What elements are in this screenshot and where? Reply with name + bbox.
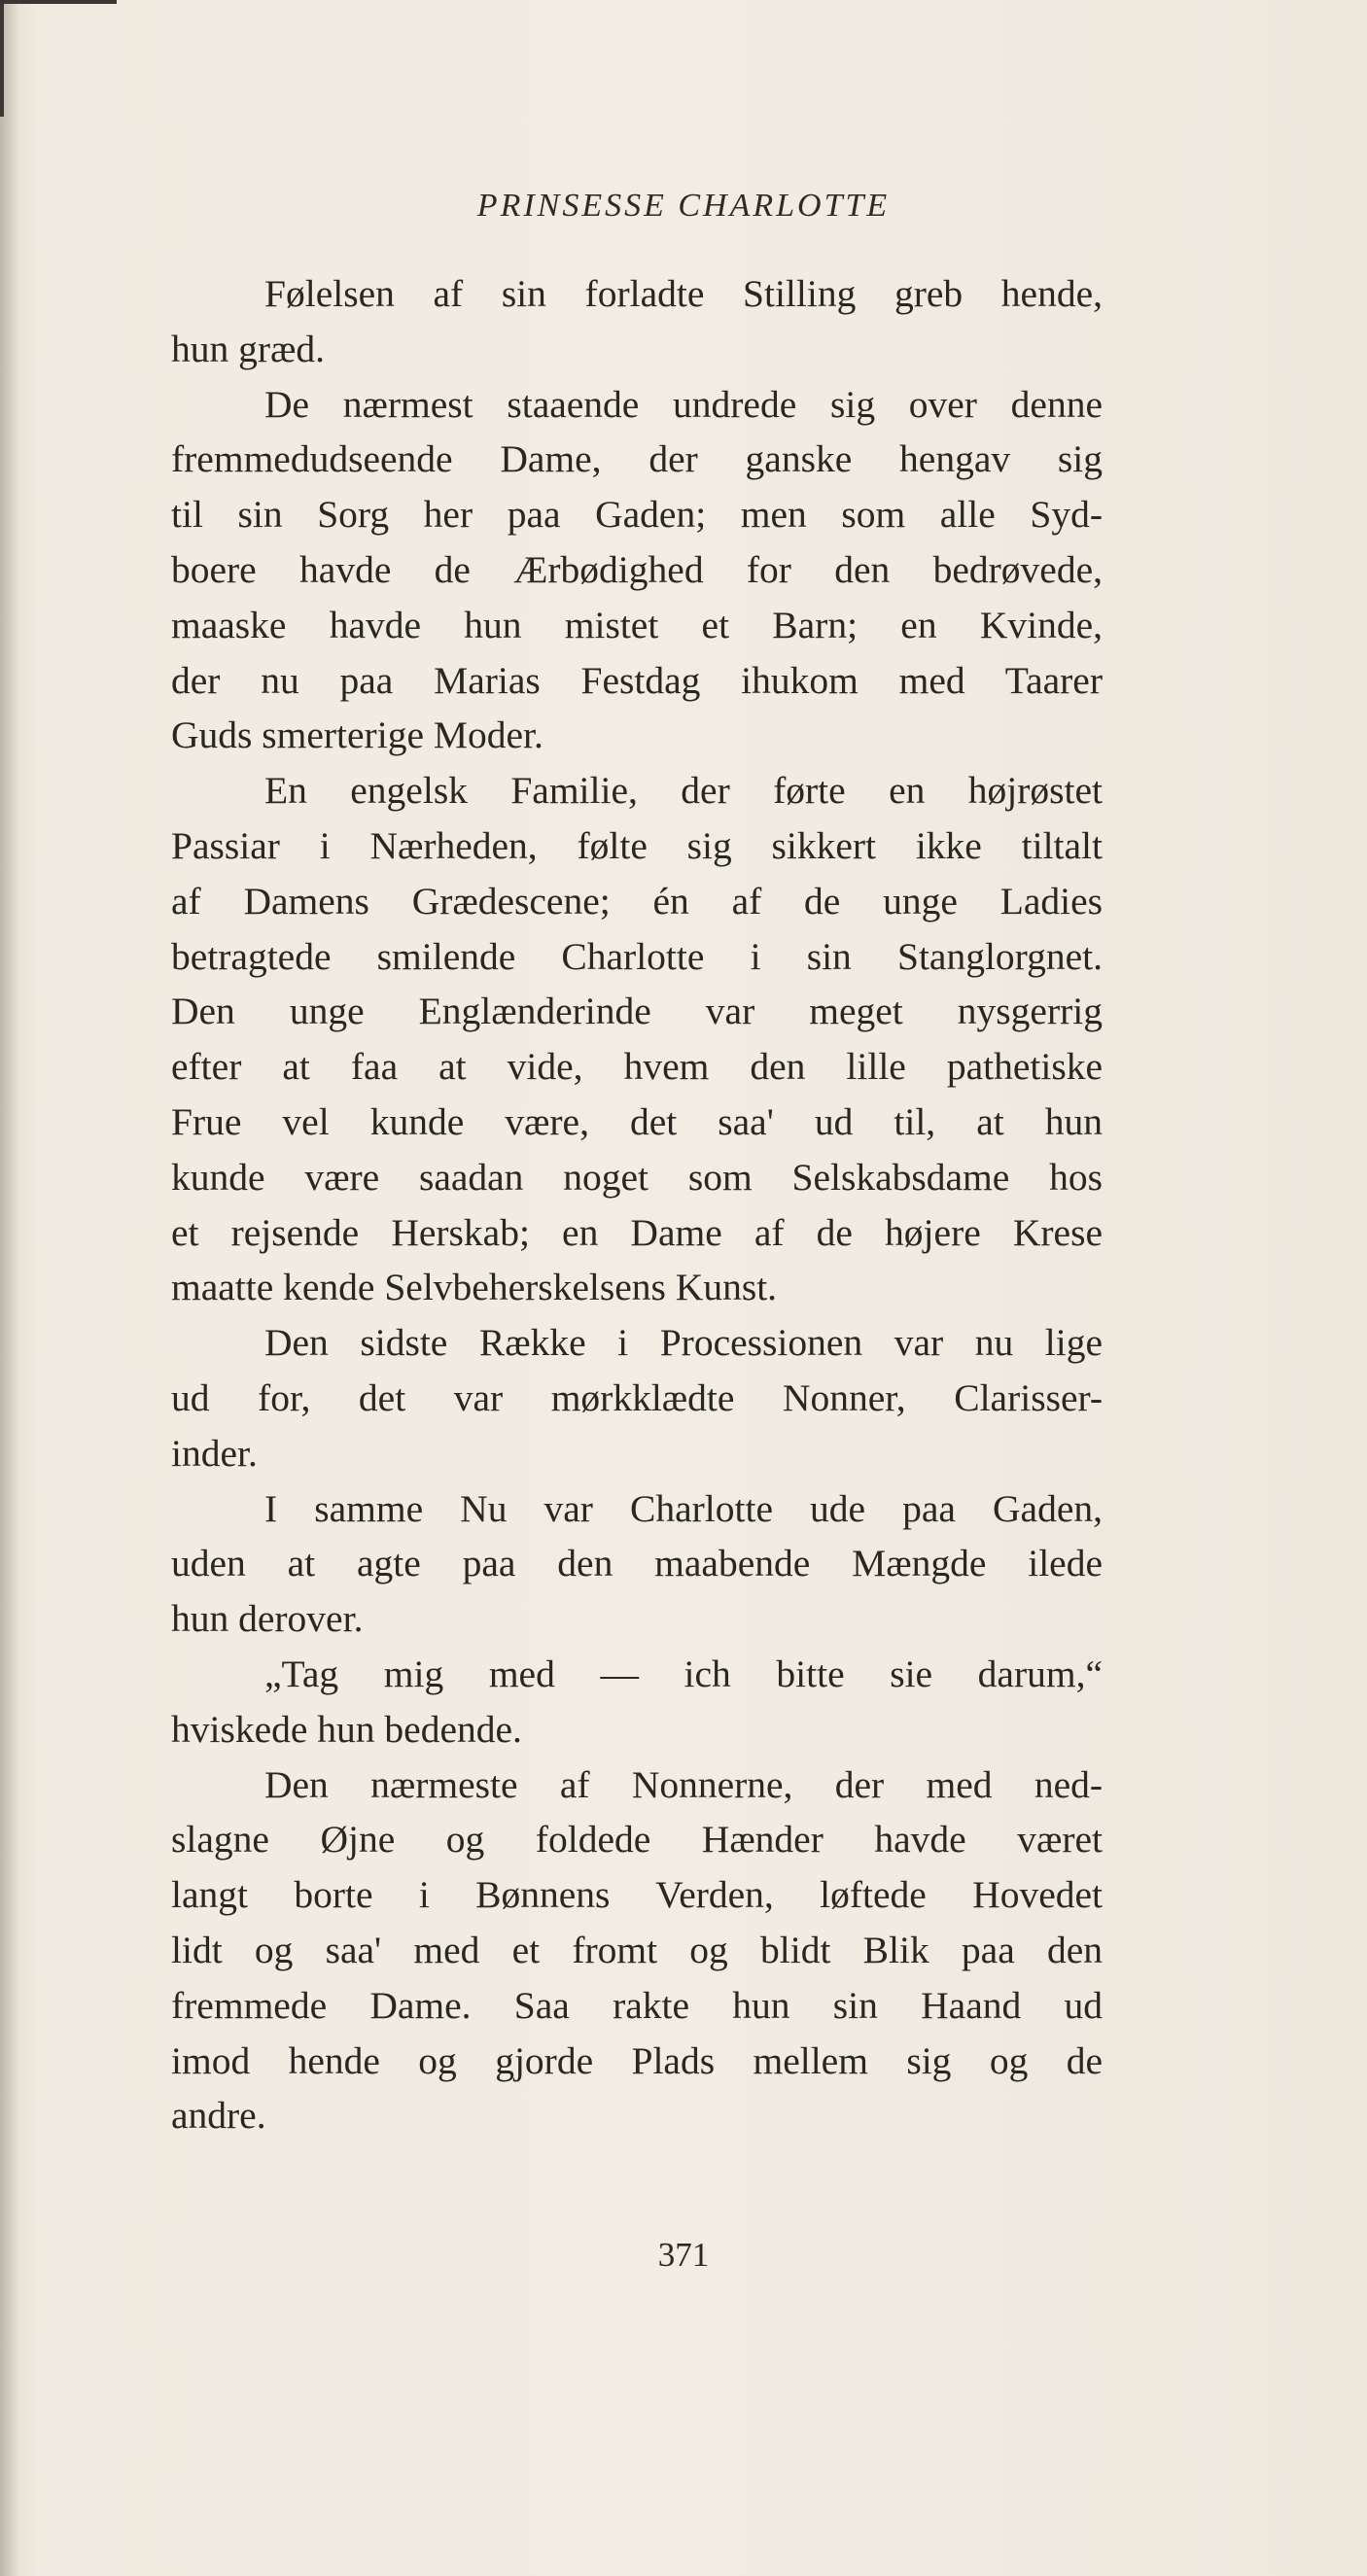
text-line: fremmedudseende Dame, der ganske hengav sig [171,437,1103,481]
text-line: fremmede Dame. Saa rakte hun sin Haand ud [171,1983,1103,2027]
text-line: Følelsen af sin forladte Stilling greb hende, [264,272,1103,315]
text-line: til sin Sorg her paa Gaden; men som alle Syd- [171,493,1103,537]
text-line: imod hende og gjorde Plads mellem sig og de [171,2038,1103,2082]
text-line: Den sidste Række i Processionen var nu lige [264,1321,1103,1365]
text-line: boere havde de Ærbødighed for den bedrøvede, [171,547,1103,591]
text-line: andre. [171,2094,266,2138]
text-line: lidt og saa' med et fromt og blidt Blik paa den [171,1928,1103,1971]
text-line: inder. [171,1431,258,1475]
text-line: hun derover. [171,1597,364,1641]
page-number: 371 [657,2236,710,2274]
body-text [171,266,1103,2143]
scan-corner-mark-vertical [0,0,4,117]
text-line: Guds smerterige Moder. [171,714,543,757]
text-line: ud for, det var mørkklædte Nonner, Clarisser- [171,1375,1103,1419]
text-line: et rejsende Herskab; en Dame af de højere Krese [171,1210,1103,1254]
text-line: Passiar i Nærheden, følte sig sikkert ikke tiltalt [171,823,1103,867]
page-edge-shadow [0,0,19,2576]
text-line: „Tag mig med — ich bitte sie darum,“ [264,1652,1103,1695]
text-line: uden at agte paa den maabende Mængde ilede [171,1542,1103,1585]
scan-corner-mark-horizontal [0,0,117,4]
text-line: hviskede hun bedende. [171,1707,522,1751]
text-line: efter at faa at vide, hvem den lille pathetiske [171,1045,1103,1089]
text-line: der nu paa Marias Festdag ihukom med Taarer [171,658,1103,702]
text-line: Den nærmeste af Nonnerne, der med ned- [264,1762,1103,1806]
text-line: Frue vel kunde være, det saa' ud til, at hun [171,1099,1103,1143]
running-head: PRINSESSE CHARLOTTE [476,188,891,224]
text-line: slagne Øjne og foldede Hænder havde været [171,1818,1103,1862]
text-line: maaske havde hun mistet et Barn; en Kvinde, [171,603,1103,646]
text-line: af Damens Grædescene; én af de unge Ladies [171,879,1103,922]
text-line: De nærmest staaende undrede sig over denne [264,382,1103,426]
text-line: En engelsk Familie, der førte en højrøstet [264,769,1103,813]
text-line: maatte kende Selvbeherskelsens Kunst. [171,1266,778,1309]
text-line: hun græd. [171,327,325,370]
text-line: langt borte i Bønnens Verden, løftede Hovedet [171,1873,1103,1917]
text-line: betragtede smilende Charlotte i sin Stanglorgnet. [171,934,1103,978]
text-line: Den unge Englænderinde var meget nysgerrig [171,990,1103,1033]
text-line: I samme Nu var Charlotte ude paa Gaden, [264,1486,1103,1530]
text-line: kunde være saadan noget som Selskabsdame hos [171,1155,1103,1199]
